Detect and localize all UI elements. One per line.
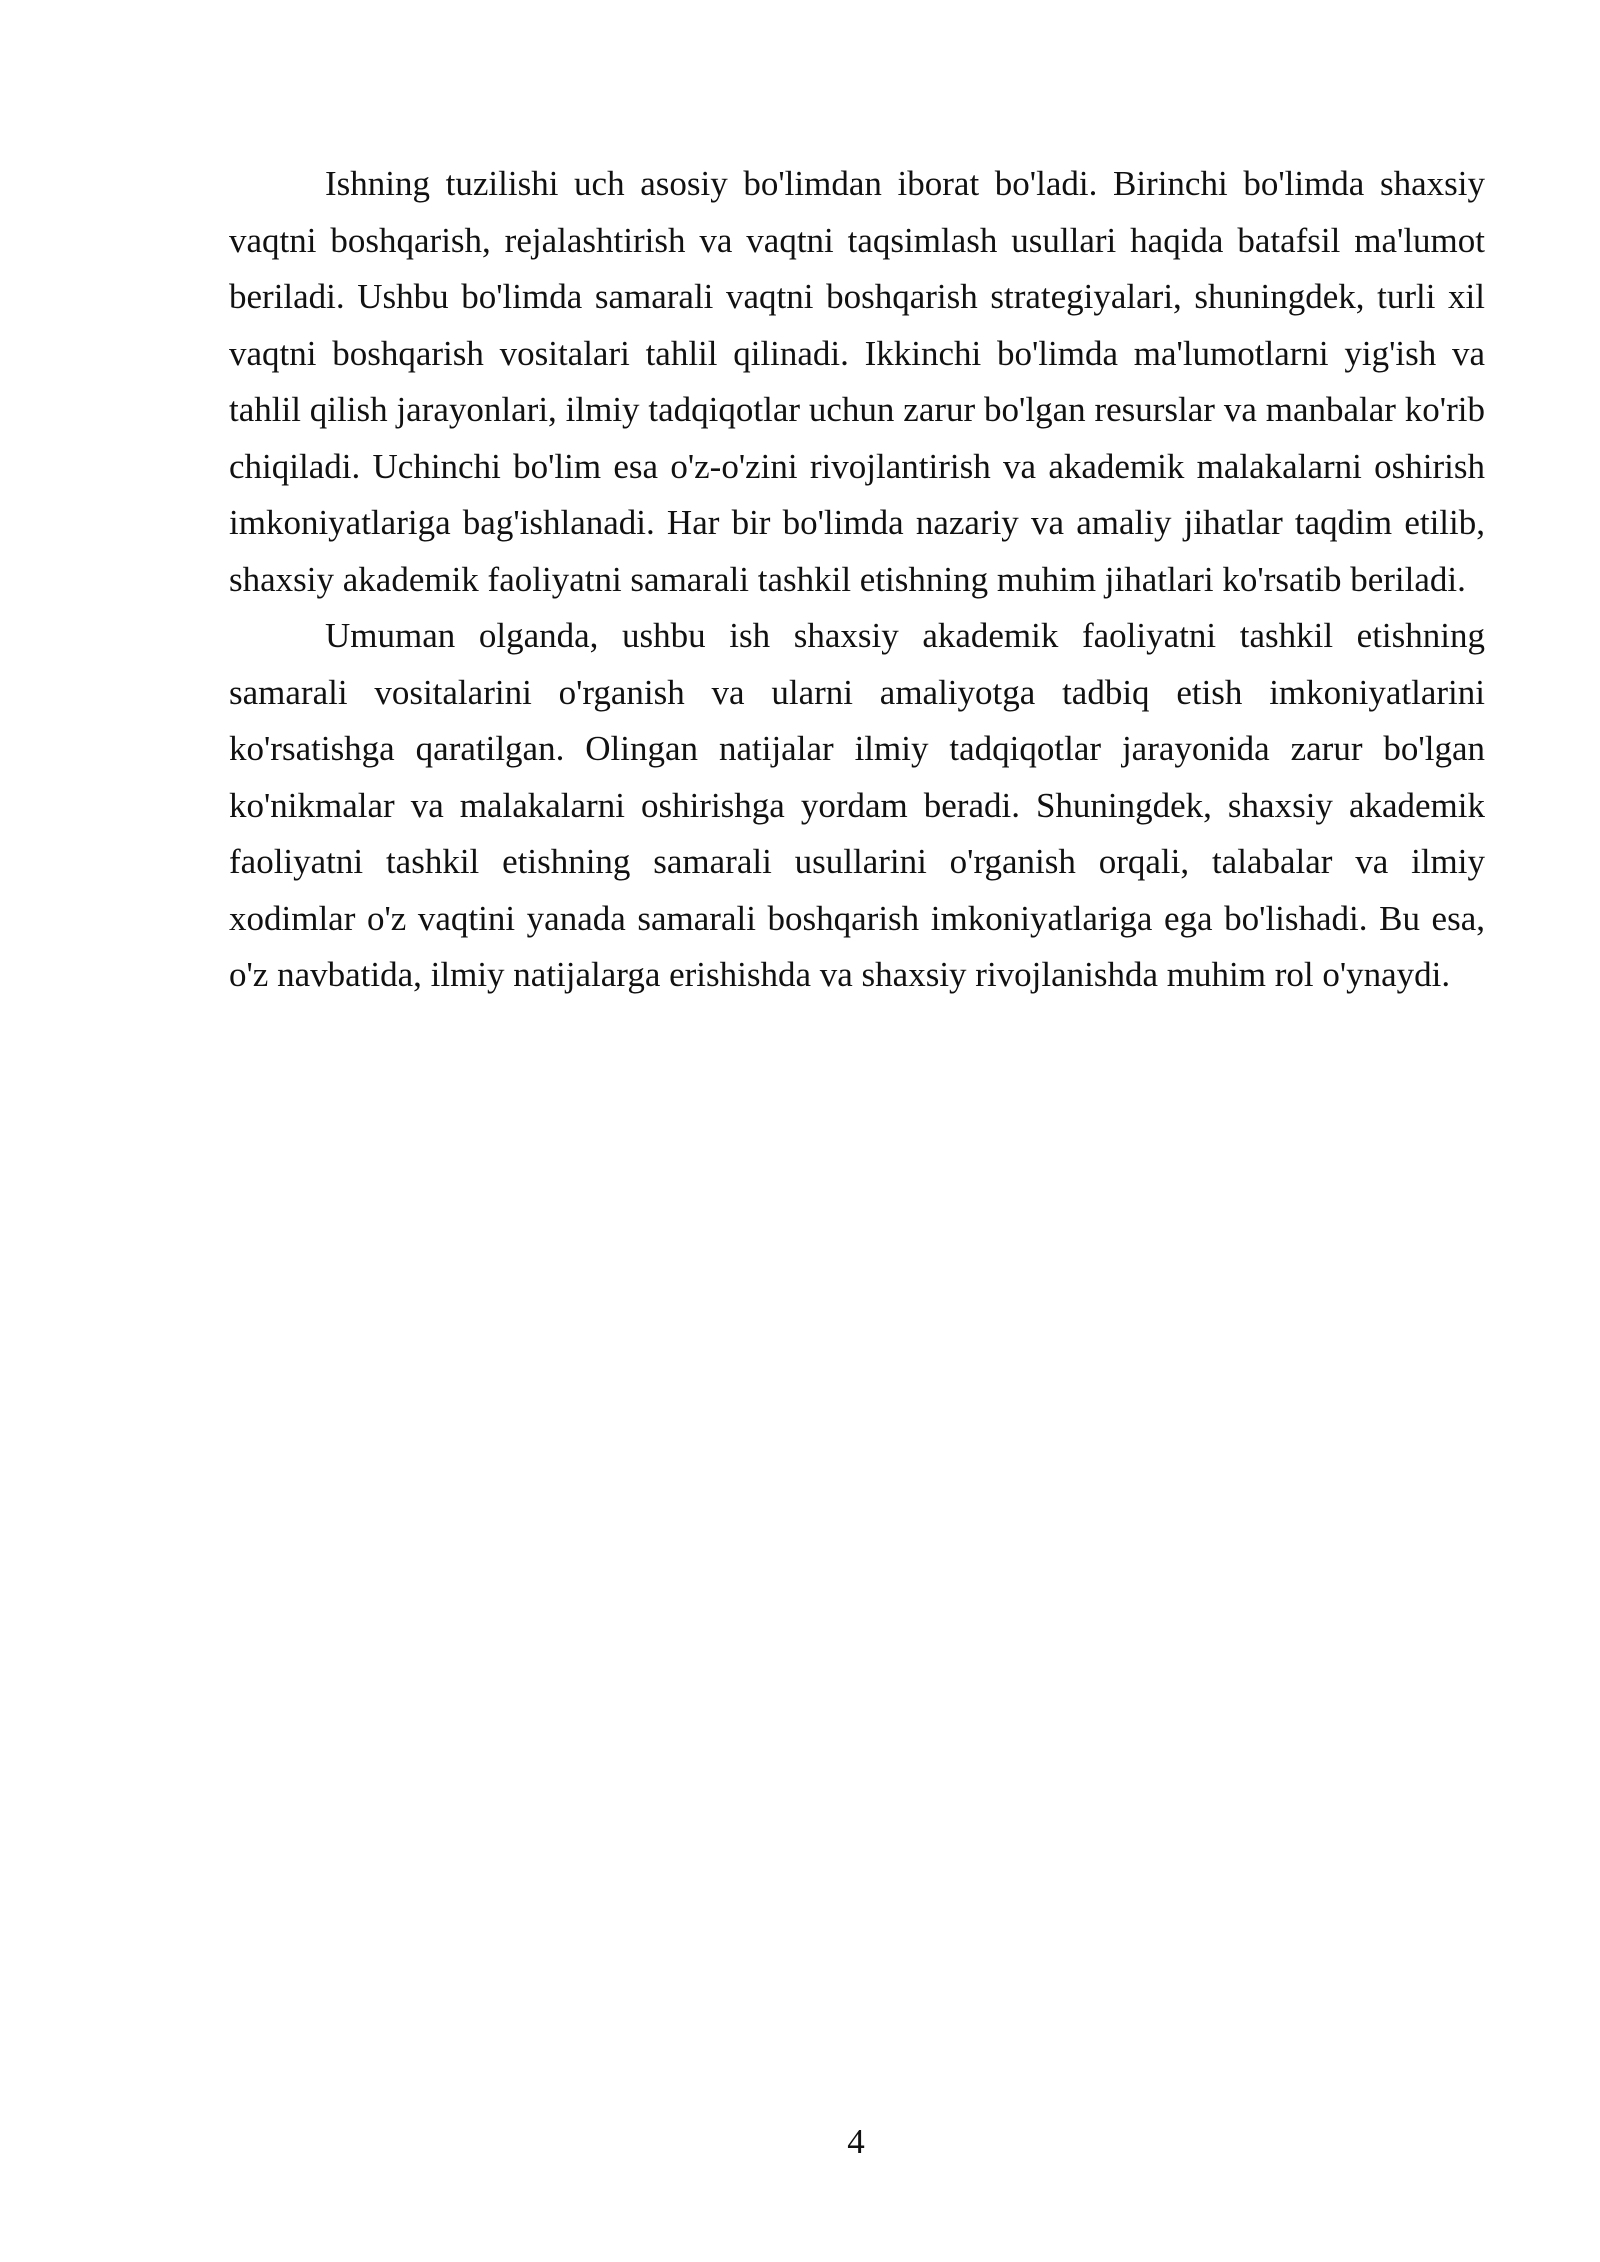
paragraph-conclusion: Umuman olganda, ushbu ish shaxsiy akademik faoliyatni tashkil etishning samarali vositalarini o'rganish va ularni amaliyotga tadbiq etish imkoniyatlarini ko'rsatishga qaratilgan. Olingan natijalar ilmiy tadqiqotlar jarayonida zarur bo'lgan ko'nikmalar va malakalarni oshirishga yordam beradi. Shuningdek, shaxsiy akademik faoliyatni tashkil etishning samarali usullarini o'rganish orqali, talabalar va ilmiy xodimlar o'z vaqtini yanada samarali boshqarish imkoniyatlariga ega bo'lishadi. Bu esa, o'z navbatida, ilmiy natijalarga erishishda va shaxsiy rivojlanishda muhim rol o'ynaydi. xyxy=(229,616,1485,994)
paragraph-structure: Ishning tuzilishi uch asosiy bo'limdan iborat bo'ladi. Birinchi bo'limda shaxsiy vaqtni boshqarish, rejalashtirish va vaqtni taqsimlash usullari haqida batafsil ma'lumot beriladi. Ushbu bo'limda samarali vaqtni boshqarish strategiyalari, shuningdek, turli xil vaqtni boshqarish vositalari tahlil qilinadi. Ikkinchi bo'limda ma'lumotlarni yig'ish va tahlil qilish jarayonlari, ilmiy tadqiqotlar uchun zarur bo'lgan resurslar va manbalar ko'rib chiqiladi. Uchinchi bo'lim esa o'z-o'zini rivojlantirish va akademik malakalarni oshirish imkoniyatlariga bag'ishlanadi. Har bir bo'limda nazariy va amaliy jihatlar taqdim etilib, shaxsiy akademik faoliyatni samarali tashkil etishning muhim jihatlari ko'rsatib beriladi. xyxy=(229,164,1485,599)
page-number: 4 xyxy=(847,2122,865,2161)
body-text xyxy=(229,156,1485,1004)
